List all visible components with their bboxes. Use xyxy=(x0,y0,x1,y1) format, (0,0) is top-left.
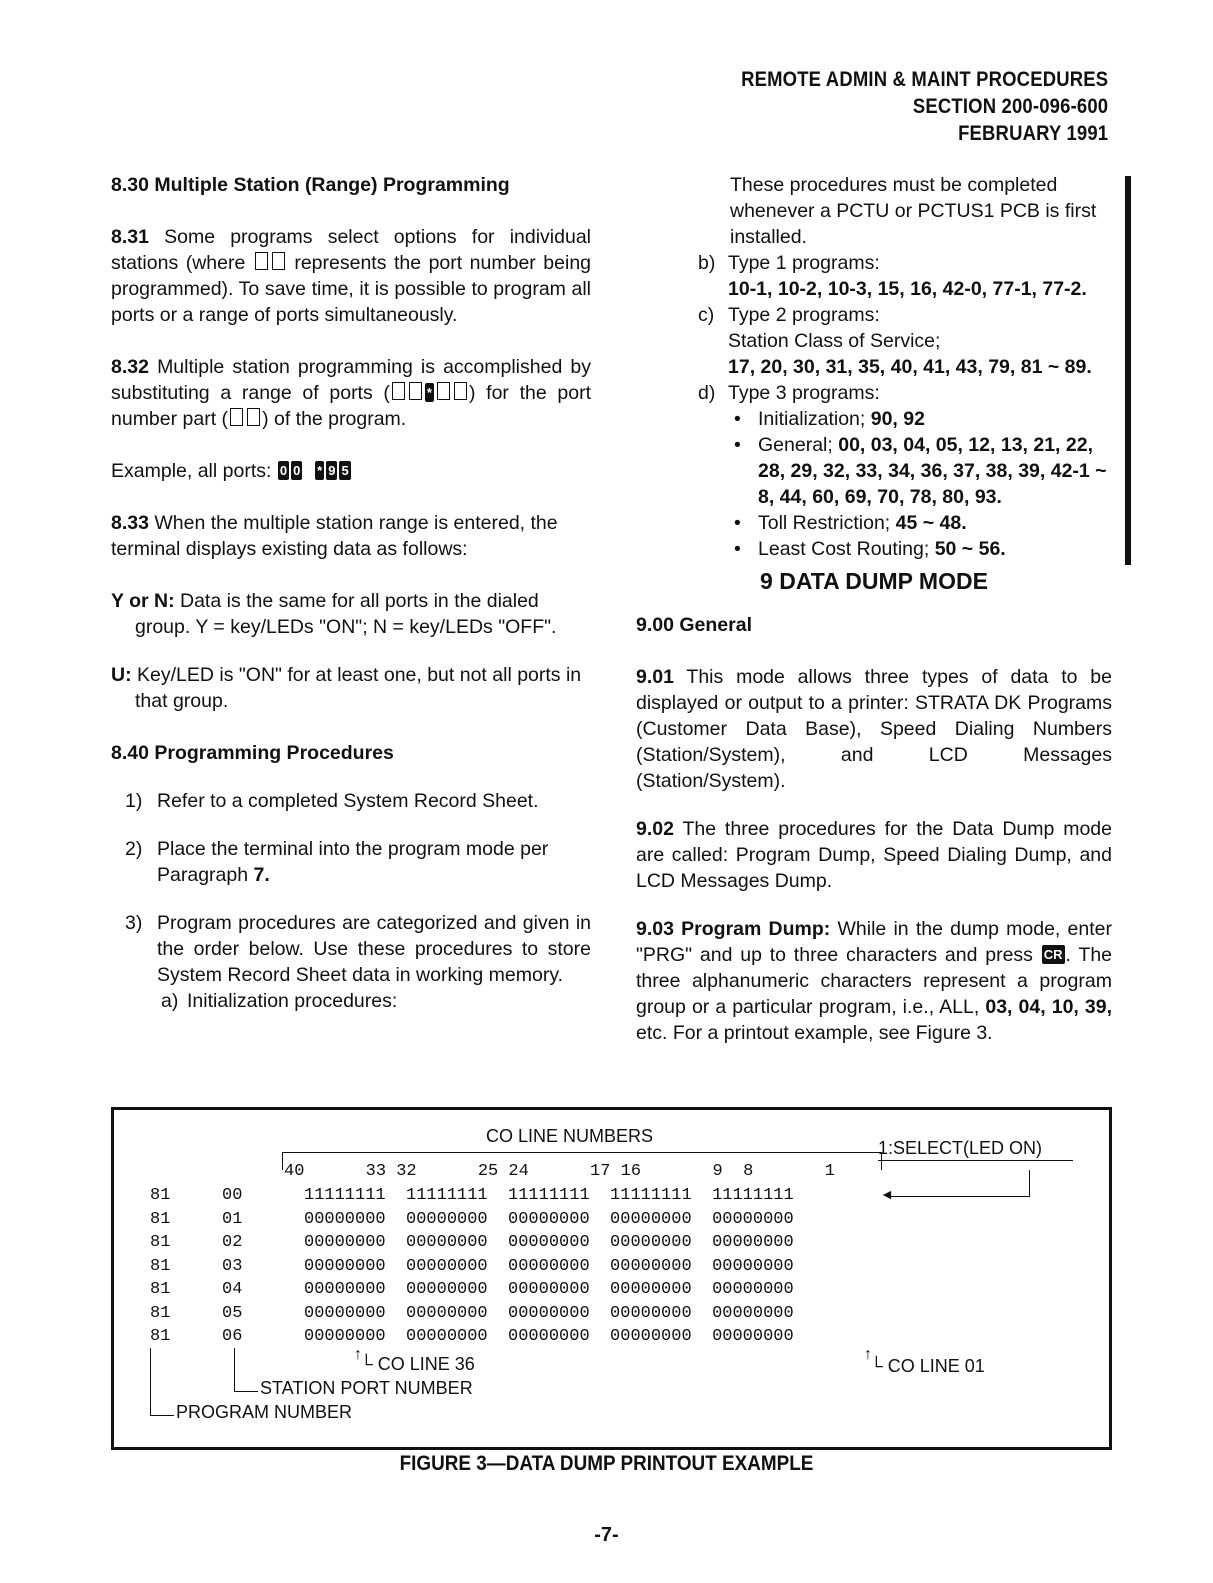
program-bracket xyxy=(150,1348,151,1416)
type2-list: 17, 20, 30, 31, 35, 40, 41, 43, 79, 81 ~ 89. xyxy=(728,356,1092,378)
program-bracket-foot xyxy=(150,1415,174,1416)
program-number-cell: 81 xyxy=(150,1233,171,1252)
heading-9-00: 9.00 General xyxy=(636,614,752,636)
key-5: 5 xyxy=(341,463,349,478)
heading-8-30: 8.30 Multiple Station (Range) Programming xyxy=(111,174,510,196)
figure-3-box xyxy=(111,1107,1112,1450)
step-text: Place the terminal into the program mode per Paragraph xyxy=(157,838,549,886)
para-text: The three procedures for the Data Dump mode are called: Program Dump, Speed Dialing Dump, and LCD Messages Dump. xyxy=(636,818,1112,892)
step-3a xyxy=(111,988,591,1014)
item-letter: b) xyxy=(698,252,716,274)
program-number-cell: 81 xyxy=(150,1280,171,1299)
up-arrow-icon: ↑ xyxy=(864,1346,872,1363)
bullet-icon: • xyxy=(734,434,741,456)
step-1 xyxy=(111,788,591,814)
para-text: While in the dump mode, enter "PRG" and up to three characters and press xyxy=(636,918,1113,966)
port-box-icon xyxy=(247,408,260,426)
section-9-title: 9 DATA DUMP MODE xyxy=(760,568,988,594)
bullet-value: 00, 03, 04, 05, 12, 13, 21, 22, 28, 29, 32, 33, 34, 36, 37, 38, 39, 42-1 ~ 8, 44, 60, 69, 70, 78, 80, 93. xyxy=(758,434,1107,508)
co-line-36-text: CO LINE 36 xyxy=(377,1354,475,1374)
bullet-value: 45 ~ 48. xyxy=(895,512,967,534)
heading-8-40: 8.40 Programming Procedures xyxy=(111,742,394,764)
port-bracket xyxy=(234,1348,235,1392)
para-num: 9.01 xyxy=(636,666,674,688)
bullet-label: Least Cost Routing; xyxy=(758,538,930,560)
para-9-03 xyxy=(636,916,1112,1046)
port-box-icon xyxy=(255,252,268,270)
key-9: 9 xyxy=(328,463,336,478)
key-star: * xyxy=(317,463,323,478)
port-box-icon xyxy=(454,382,467,400)
para-text: represents the port number being programmed). To save time, it is possible to program all ports or a range of ports simultaneously. xyxy=(111,252,592,326)
yn-label: Y or N: xyxy=(111,590,175,612)
program-number-cell: 81 xyxy=(150,1186,171,1205)
port-number-cell: 03 xyxy=(222,1256,243,1276)
yn-definition xyxy=(111,588,591,640)
bullet-icon: • xyxy=(734,538,741,560)
item-label: Type 2 programs: xyxy=(728,304,880,326)
program-number-label: PROGRAM NUMBER xyxy=(176,1402,353,1422)
port-bracket-foot xyxy=(234,1391,258,1392)
type3-general xyxy=(698,432,1112,510)
header-section: SECTION 200-096-600 xyxy=(912,95,1108,118)
step-num: 3) xyxy=(125,912,143,934)
led-data-cell: 00000000 00000000 00000000 00000000 00000000 xyxy=(304,1327,794,1346)
para-text: Some programs select options for individual stations (where xyxy=(111,226,591,274)
example-label: Example, all ports: xyxy=(111,460,272,482)
figure-caption: FIGURE 3—DATA DUMP PRINTOUT EXAMPLE xyxy=(399,1452,814,1475)
step-num: a) xyxy=(161,990,179,1012)
yn-text: Data is the same for all ports in the dialed group. Y = key/LEDs "ON"; N = key/LEDs "OFF". xyxy=(135,590,557,638)
co-line-numbers-title: CO LINE NUMBERS xyxy=(486,1126,654,1146)
co-range-line xyxy=(282,1152,882,1153)
co-range-tick-left xyxy=(282,1152,283,1170)
para-text: etc. For a printout example, see Figure 3. xyxy=(636,1022,993,1044)
step-num: 1) xyxy=(125,790,143,812)
para-text: ) of the program. xyxy=(262,408,407,430)
cr-key-icon: CR xyxy=(1043,947,1063,962)
para-text: Multiple station programming is accomplished by substituting a range of ports ( xyxy=(111,356,591,404)
para-text: This mode allows three types of data to be displayed or output to a printer: STRATA DK Programs (Customer Data Base), Speed Dialing Numbers (Station/System), and LCD Messages (Station/System). xyxy=(636,666,1112,792)
u-definition xyxy=(111,662,591,714)
para-text: ) for the port number part ( xyxy=(111,382,591,430)
header-title: REMOTE ADMIN & MAINT PROCEDURES xyxy=(740,68,1108,91)
step-text: Program procedures are categorized and given in the order below. Use these procedures to store System Record Sheet data in working memory. xyxy=(157,912,591,986)
bullet-value: 50 ~ 56. xyxy=(934,538,1006,560)
program-number-cell: 81 xyxy=(150,1256,171,1276)
port-number-cell: 05 xyxy=(222,1303,243,1323)
left-column xyxy=(111,172,591,1014)
port-number-cell: 02 xyxy=(222,1233,243,1252)
bullet-value: 90, 92 xyxy=(870,408,925,430)
u-label: U: xyxy=(111,664,132,686)
select-arrow-vert xyxy=(1029,1170,1030,1197)
step-num: 2) xyxy=(125,838,143,860)
bullet-label: Initialization; xyxy=(758,408,866,430)
station-port-label: STATION PORT NUMBER xyxy=(260,1378,473,1398)
arrow-left-icon: ◄ xyxy=(880,1186,894,1202)
bullet-icon: • xyxy=(734,512,741,534)
port-box-icon xyxy=(230,408,243,426)
step-3 xyxy=(111,910,591,988)
program-number-cell: 81 xyxy=(150,1327,171,1346)
bullet-icon: • xyxy=(734,408,741,430)
para-num: 8.33 xyxy=(111,512,149,534)
asterisk-key-icon: * xyxy=(426,385,432,400)
led-data-cell: 00000000 00000000 00000000 00000000 00000000 xyxy=(304,1303,794,1323)
port-number-cell: 01 xyxy=(222,1209,243,1229)
para-9-02 xyxy=(636,816,1112,894)
change-bar xyxy=(1125,176,1131,565)
co-line-01-text: CO LINE 01 xyxy=(887,1356,985,1376)
item-label: Type 1 programs: xyxy=(728,252,880,274)
para-num: 8.31 xyxy=(111,226,149,248)
select-arrow-horiz xyxy=(889,1196,1030,1197)
port-number-cell: 04 xyxy=(222,1280,243,1299)
led-data-cell: 00000000 00000000 00000000 00000000 00000000 xyxy=(304,1209,794,1229)
step-text: Initialization procedures: xyxy=(187,990,398,1012)
port-box-icon xyxy=(437,382,450,400)
para-text: . The three alphanumeric characters represent a program group or a particular program, i.e., ALL, xyxy=(636,944,1113,1018)
co-line-01-label: └ CO LINE 01 xyxy=(870,1356,985,1376)
example-line xyxy=(111,458,591,484)
bullet-label: General; xyxy=(758,434,833,456)
port-number-cell: 06 xyxy=(222,1327,243,1346)
init-continuation: These procedures must be completed whenever a PCTU or PCTUS1 PCB is first installed. xyxy=(730,174,1097,248)
led-data-cell: 00000000 00000000 00000000 00000000 00000000 xyxy=(304,1233,794,1252)
co-line-36-label: └ CO LINE 36 xyxy=(360,1354,475,1374)
running-header xyxy=(741,66,1108,147)
header-date: FEBRUARY 1991 xyxy=(957,122,1108,145)
type3-item xyxy=(698,380,1112,406)
para-8-31 xyxy=(111,224,591,328)
bullet-label: Toll Restriction; xyxy=(758,512,891,534)
para-text: When the multiple station range is entered, the terminal displays existing data as follows: xyxy=(111,512,558,560)
program-number-cell: 81 xyxy=(150,1209,171,1229)
item-label: Type 3 programs: xyxy=(728,382,880,404)
step-text: Refer to a completed System Record Sheet. xyxy=(157,790,539,812)
para-8-33 xyxy=(111,510,591,562)
type1-list: 10-1, 10-2, 10-3, 15, 16, 42-0, 77-1, 77-2. xyxy=(728,278,1087,300)
program-number-cell: 81 xyxy=(150,1303,171,1323)
para-num: 9.02 xyxy=(636,818,674,840)
port-box-icon xyxy=(392,382,405,400)
program-list: 03, 04, 10, 39, xyxy=(985,996,1113,1018)
key-0: 0 xyxy=(279,463,288,478)
para-num: 8.32 xyxy=(111,356,149,378)
item-letter: d) xyxy=(698,382,716,404)
type2-item xyxy=(698,302,1112,380)
step-ref: 7. xyxy=(253,864,270,886)
item-sub: Station Class of Service; xyxy=(728,330,941,352)
port-number-cell: 00 xyxy=(222,1186,243,1205)
type3-toll xyxy=(698,510,1112,536)
port-box-icon xyxy=(409,382,422,400)
port-box-icon xyxy=(272,252,285,270)
page-number: -7- xyxy=(594,1524,619,1546)
up-arrow-icon: ↑ xyxy=(354,1346,362,1363)
para-9-01 xyxy=(636,664,1112,794)
right-column xyxy=(636,172,1112,1046)
select-label: 1:SELECT(LED ON) xyxy=(878,1138,1043,1158)
column-header: 40 33 32 25 24 17 16 9 8 1 xyxy=(284,1162,835,1181)
para-label: 9.03 Program Dump: xyxy=(636,918,831,940)
para-8-32 xyxy=(111,354,591,432)
step-2 xyxy=(111,836,591,888)
key-0: 0 xyxy=(293,463,301,478)
type1-item xyxy=(698,250,1112,302)
led-data-cell: 00000000 00000000 00000000 00000000 00000000 xyxy=(304,1256,794,1276)
select-underline xyxy=(878,1160,1073,1161)
led-data-cell: 11111111 11111111 11111111 11111111 11111111 xyxy=(304,1186,794,1205)
led-data-cell: 00000000 00000000 00000000 00000000 00000000 xyxy=(304,1280,794,1299)
u-text: Key/LED is "ON" for at least one, but not all ports in that group. xyxy=(135,664,582,712)
item-letter: c) xyxy=(698,304,715,326)
type3-init xyxy=(698,406,1112,432)
type3-lcr xyxy=(698,536,1112,562)
